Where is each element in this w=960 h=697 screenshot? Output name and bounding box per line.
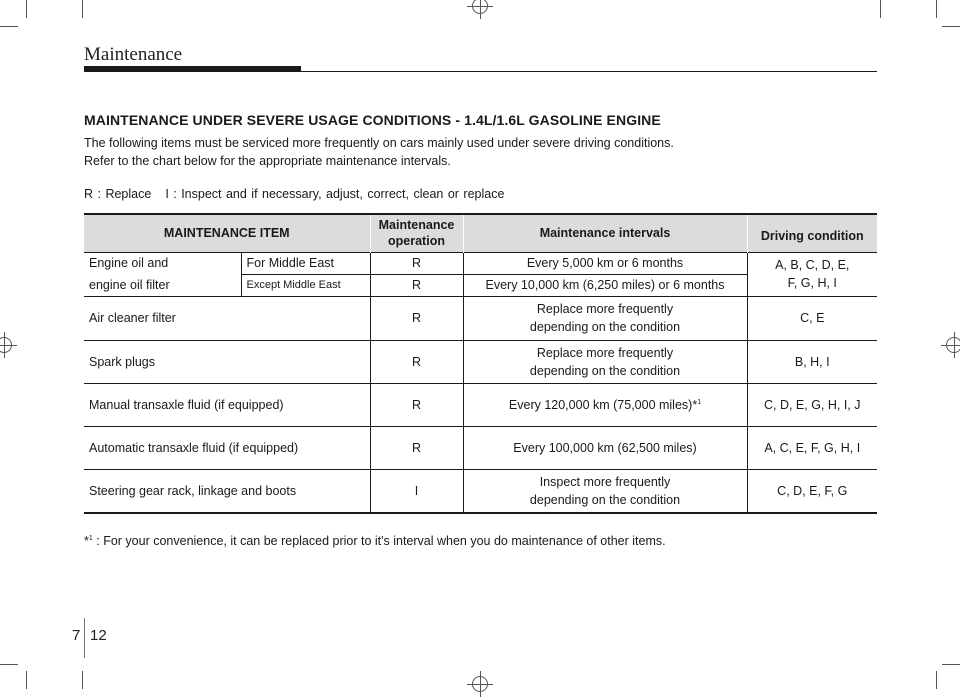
footnote-text: : For your convenience, it can be replaced prior to it's interval when you do maintenance of other items.	[92, 534, 666, 548]
intro-line: Refer to the chart below for the appropriate maintenance intervals.	[84, 154, 451, 168]
crop-mark	[82, 0, 83, 18]
item-engine-oil-line2: engine oil filter	[89, 277, 170, 292]
crop-mark	[936, 671, 937, 689]
header-bar	[84, 66, 301, 72]
header-driving-condition: Driving condition	[747, 214, 877, 252]
page-number: 12	[90, 627, 107, 644]
crop-mark	[936, 0, 937, 18]
condition-cell: C, D, E, F, G	[747, 469, 877, 513]
crop-mark	[82, 671, 83, 689]
condition-cell: C, E	[747, 296, 877, 340]
table-row	[84, 469, 877, 513]
condition-cell: A, C, E, F, G, H, I	[747, 426, 877, 469]
legend-replace: R : Replace	[84, 187, 152, 201]
maintenance-table	[84, 213, 877, 514]
footnote	[84, 534, 666, 548]
operation-cell: I	[370, 469, 463, 513]
footnote-marker: *	[84, 534, 89, 548]
header-maintenance-intervals: Maintenance intervals	[463, 214, 747, 252]
item-engine-oil: Engine oil and	[84, 252, 241, 274]
condition-cell: B, H, I	[747, 340, 877, 383]
interval-cell: Every 5,000 km or 6 months	[463, 252, 747, 274]
footnote-sup: 1	[88, 534, 93, 542]
footnote-ref: 1	[697, 399, 702, 407]
crop-mark	[942, 664, 960, 665]
interval-cell: Every 100,000 km (62,500 miles)	[463, 426, 747, 469]
legend-inspect: I : Inspect and if necessary, adjust, correct, clean or replace	[165, 187, 505, 201]
interval-cell: Inspect more frequently depending on the condition	[463, 469, 747, 513]
chapter-title: Maintenance	[84, 44, 183, 65]
intro-text	[84, 134, 884, 170]
crop-mark	[0, 664, 18, 665]
operation-cell: R	[370, 274, 463, 296]
item-name: Spark plugs	[84, 340, 370, 383]
section-title: MAINTENANCE UNDER SEVERE USAGE CONDITIONS - 1.4L/1.6L GASOLINE ENGINE	[84, 112, 661, 128]
registration-mark-icon	[946, 337, 960, 353]
header-rule	[301, 71, 877, 72]
interval-cell: Every 10,000 km (6,250 miles) or 6 months	[463, 274, 747, 296]
item-name: Steering gear rack, linkage and boots	[84, 469, 370, 513]
header-maintenance-item: MAINTENANCE ITEM	[84, 214, 370, 252]
item-name: Air cleaner filter	[84, 296, 370, 340]
registration-mark-icon	[0, 337, 12, 353]
legend	[84, 187, 504, 201]
crop-mark	[880, 0, 881, 18]
crop-mark	[0, 26, 18, 27]
table-row	[84, 383, 877, 426]
crop-mark	[942, 26, 960, 27]
page-number-divider	[84, 618, 85, 658]
operation-cell: R	[370, 383, 463, 426]
interval-cell: Every 120,000 km (75,000 miles)*$^1$	[463, 383, 747, 426]
sub-item-except-middle-east: Except Middle East	[241, 274, 370, 296]
item-name: Manual transaxle fluid (if equipped)	[84, 383, 370, 426]
table-row	[84, 426, 877, 469]
operation-cell: R	[370, 426, 463, 469]
interval-cell: Replace more frequently depending on the condition	[463, 340, 747, 383]
condition-cell: A, B, C, D, E, F, G, H, I	[747, 252, 877, 296]
operation-cell: R	[370, 252, 463, 274]
table-header-row	[84, 214, 877, 252]
interval-cell: Replace more frequently depending on the condition	[463, 296, 747, 340]
crop-mark	[26, 0, 27, 18]
intro-line: The following items must be serviced more frequently on cars mainly used under severe driving conditions.	[84, 136, 674, 150]
registration-mark-icon	[472, 0, 488, 14]
condition-cell: C, D, E, G, H, I, J	[747, 383, 877, 426]
operation-cell: R	[370, 340, 463, 383]
table-row	[84, 296, 877, 340]
item-name: Automatic transaxle fluid (if equipped)	[84, 426, 370, 469]
operation-cell: R	[370, 296, 463, 340]
sub-item-middle-east: For Middle East	[241, 252, 370, 274]
chapter-number: 7	[72, 627, 81, 644]
registration-mark-icon	[472, 676, 488, 692]
header-maintenance-operation: Maintenance operation	[370, 214, 463, 252]
crop-mark	[26, 671, 27, 689]
table-row	[84, 340, 877, 383]
table-row	[84, 252, 877, 274]
